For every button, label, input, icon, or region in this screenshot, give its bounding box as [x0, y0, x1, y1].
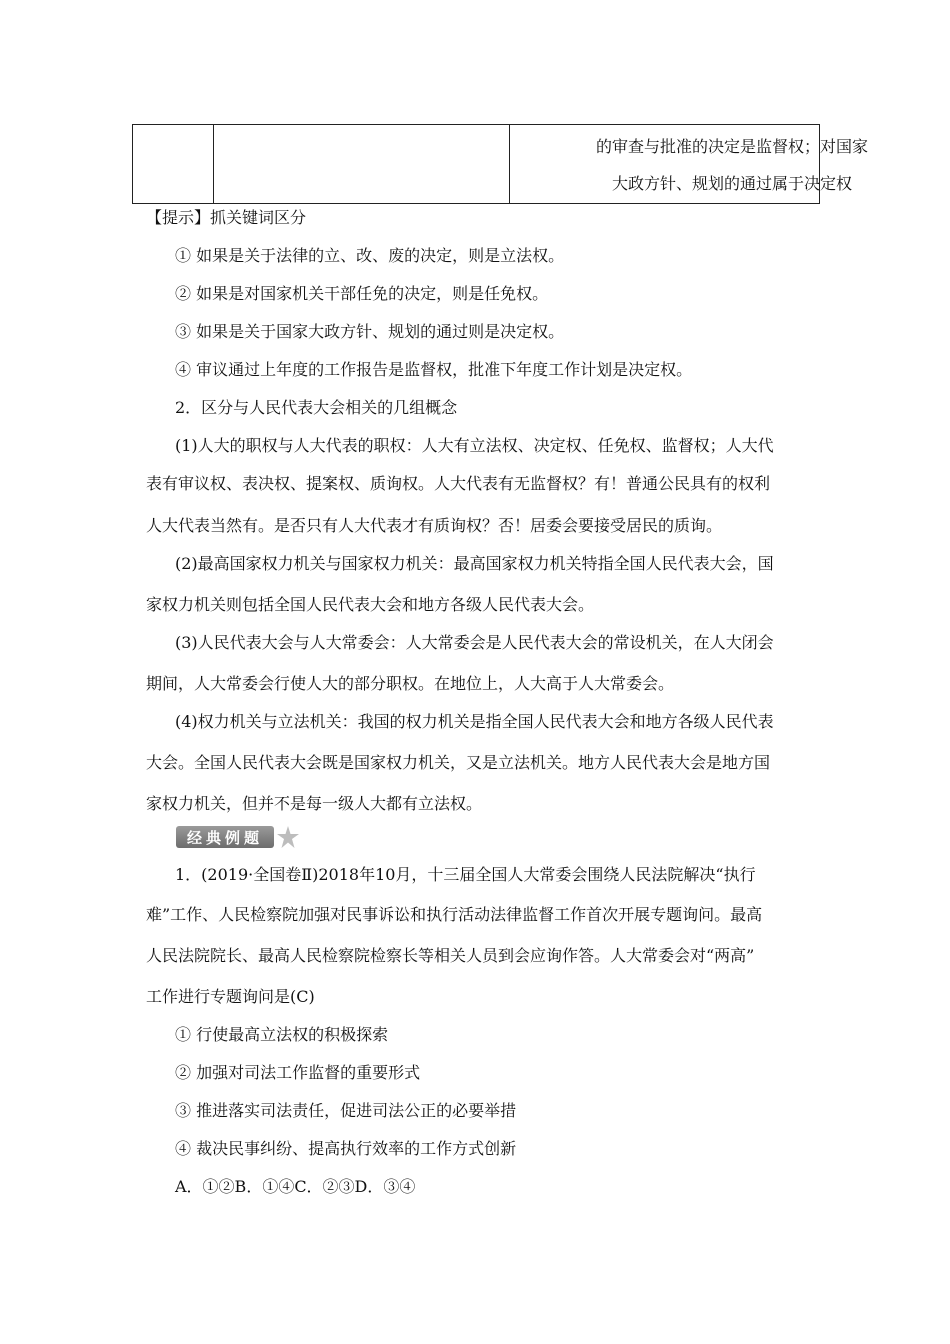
question-option: ③ 推进落实司法责任，促进司法公正的必要举措 — [175, 1101, 517, 1120]
table-divider — [213, 125, 214, 203]
table-divider — [509, 125, 510, 203]
answer-choices: A．①②B．①④C．②③D．③④ — [175, 1177, 416, 1196]
question-option: ① 行使最高立法权的积极探索 — [175, 1025, 389, 1044]
paragraph-line: 表有审议权、表决权、提案权、质询权。人大代表有无监督权？有！普通公民具有的权利 — [146, 474, 771, 493]
paragraph-line: 大会。全国人民代表大会既是国家权力机关，又是立法机关。地方人民代表大会是地方国 — [146, 753, 771, 772]
question-line: 1．(2019·全国卷Ⅱ)2018年10月，十三届全国人大常委会围绕人民法院解决“执行 — [175, 865, 756, 884]
continuation-table — [132, 124, 869, 204]
star-icon — [274, 824, 302, 852]
section-title: 2．区分与人民代表大会相关的几组概念 — [175, 398, 458, 417]
paragraph-line: (1)人大的职权与人大代表的职权：人大有立法权、决定权、任免权、监督权；人大代 — [175, 436, 774, 455]
tip-item: ③ 如果是关于国家大政方针、规划的通过则是决定权。 — [175, 322, 565, 341]
question-line: 难”工作、人民检察院加强对民事诉讼和执行活动法律监督工作首次开展专题询问。最高 — [146, 905, 763, 924]
paragraph-line: 家权力机关，但并不是每一级人大都有立法权。 — [146, 794, 483, 813]
paragraph-line: (2)最高国家权力机关与国家权力机关：最高国家权力机关特指全国人民代表大会，国 — [175, 554, 774, 573]
tip-item: ② 如果是对国家机关干部任免的决定，则是任免权。 — [175, 284, 549, 303]
question-option: ④ 裁决民事纠纷、提高执行效率的工作方式创新 — [175, 1139, 517, 1158]
question-line: 人民法院院长、最高人民检察院检察长等相关人员到会应询作答。人大常委会对“两高” — [146, 946, 755, 965]
paragraph-line: (3)人民代表大会与人大常委会：人大常委会是人民代表大会的常设机关，在人大闭会 — [175, 633, 774, 652]
badge-label: 经典例题 — [186, 828, 263, 847]
tip-item: ① 如果是关于法律的立、改、废的决定，则是立法权。 — [175, 246, 565, 265]
tip-heading: 【提示】抓关键词区分 — [146, 208, 307, 227]
paragraph-line: (4)权力机关与立法机关：我国的权力机关是指全国人民代表大会和地方各级人民代表 — [175, 712, 774, 731]
paragraph-line: 期间，人大常委会行使人大的部分职权。在地位上，人大高于人大常委会。 — [146, 674, 675, 693]
question-line: 工作进行专题询问是(C) — [146, 987, 315, 1006]
table-cell — [596, 125, 869, 203]
question-option: ② 加强对司法工作监督的重要形式 — [175, 1063, 421, 1082]
table-cell-line: 大政方针、规划的通过属于决定权 — [612, 174, 853, 193]
paragraph-line: 家权力机关则包括全国人民代表大会和地方各级人民代表大会。 — [146, 595, 595, 614]
table-cell-line: 的审查与批准的决定是监督权；对国家 — [596, 137, 869, 156]
tip-item: ④ 审议通过上年度的工作报告是监督权，批准下年度工作计划是决定权。 — [175, 360, 693, 379]
paragraph-line: 人大代表当然有。是否只有人大代表才有质询权？否！居委会要接受居民的质询。 — [146, 516, 723, 535]
classic-example-badge — [176, 826, 274, 848]
